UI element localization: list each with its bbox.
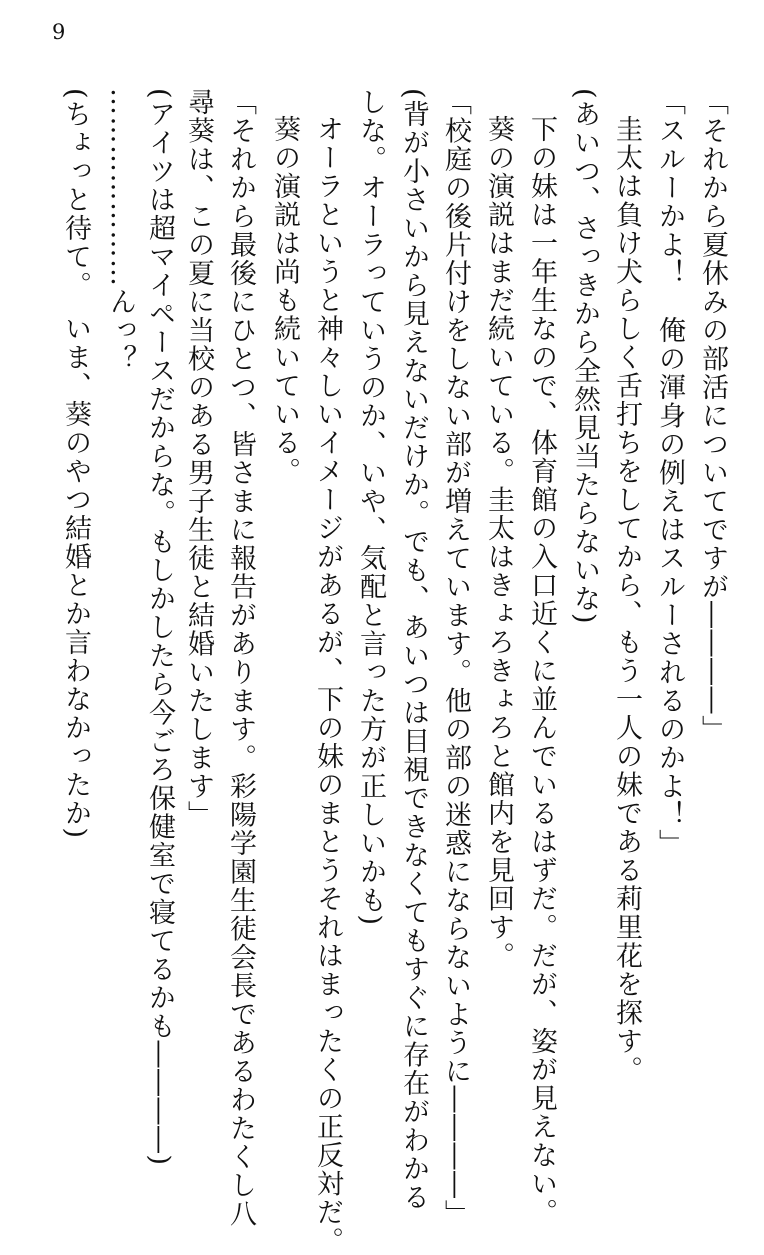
text-line: 葵の演説はまだ続いている。圭太はきょろきょろと館内を見回す。 xyxy=(483,115,514,970)
text-line: 「それから最後にひとつ、皆さまに報告があります。彩陽学園生徒会長であるわたくし八 xyxy=(225,88,256,1228)
text-line: 「スルーかよ！ 俺の渾身の例えはスルーされるのかよ！」 xyxy=(654,88,685,858)
text-line: (あいつ、さっきから全然見当たらないな) xyxy=(569,88,600,626)
text-line: 圭太は負け犬らしく舌打ちをしてから、もう一人の妹である莉里花を探す。 xyxy=(611,115,642,1084)
text-line: …………………んっ？ xyxy=(105,88,136,373)
text-line: オーラというと神々しいイメージがあるが、下の妹のまとうそれはまったくの正反対だ。 xyxy=(312,115,343,1255)
vertical-text-body xyxy=(0,88,764,1255)
text-line: (アイツは超マイペースだからな。もしかしたら今ごろ保健室で寝てるかも――――) xyxy=(144,88,175,1167)
text-line: 下の妹は一年生なので、体育館の入口近くに並んでいるはずだ。だが、姿が見えない。 xyxy=(526,115,557,1227)
text-line: 尋葵は、この夏に当校のある男子生徒と結婚いたします」 xyxy=(183,88,214,829)
text-line: しな。オーラっていうのか、いや、気配と言った方が正しいかも) xyxy=(355,88,386,927)
text-line: (背が小さいから見えないだけか。でも、あいつは目視できなくてもすぐに存在がわかる xyxy=(398,88,429,1212)
text-line: 葵の演説は尚も続いている。 xyxy=(269,115,300,486)
text-line: 「それから夏休みの部活についてですが――――」 xyxy=(697,88,728,744)
text-line: 「校庭の後片付けをしない部が増えています。他の部の迷惑にならないように――――」 xyxy=(440,88,471,1228)
page-number: 9 xyxy=(52,20,66,44)
text-line: (ちょっと待て。 いま、葵のやつ結婚とか言わなかったか) xyxy=(60,88,91,840)
